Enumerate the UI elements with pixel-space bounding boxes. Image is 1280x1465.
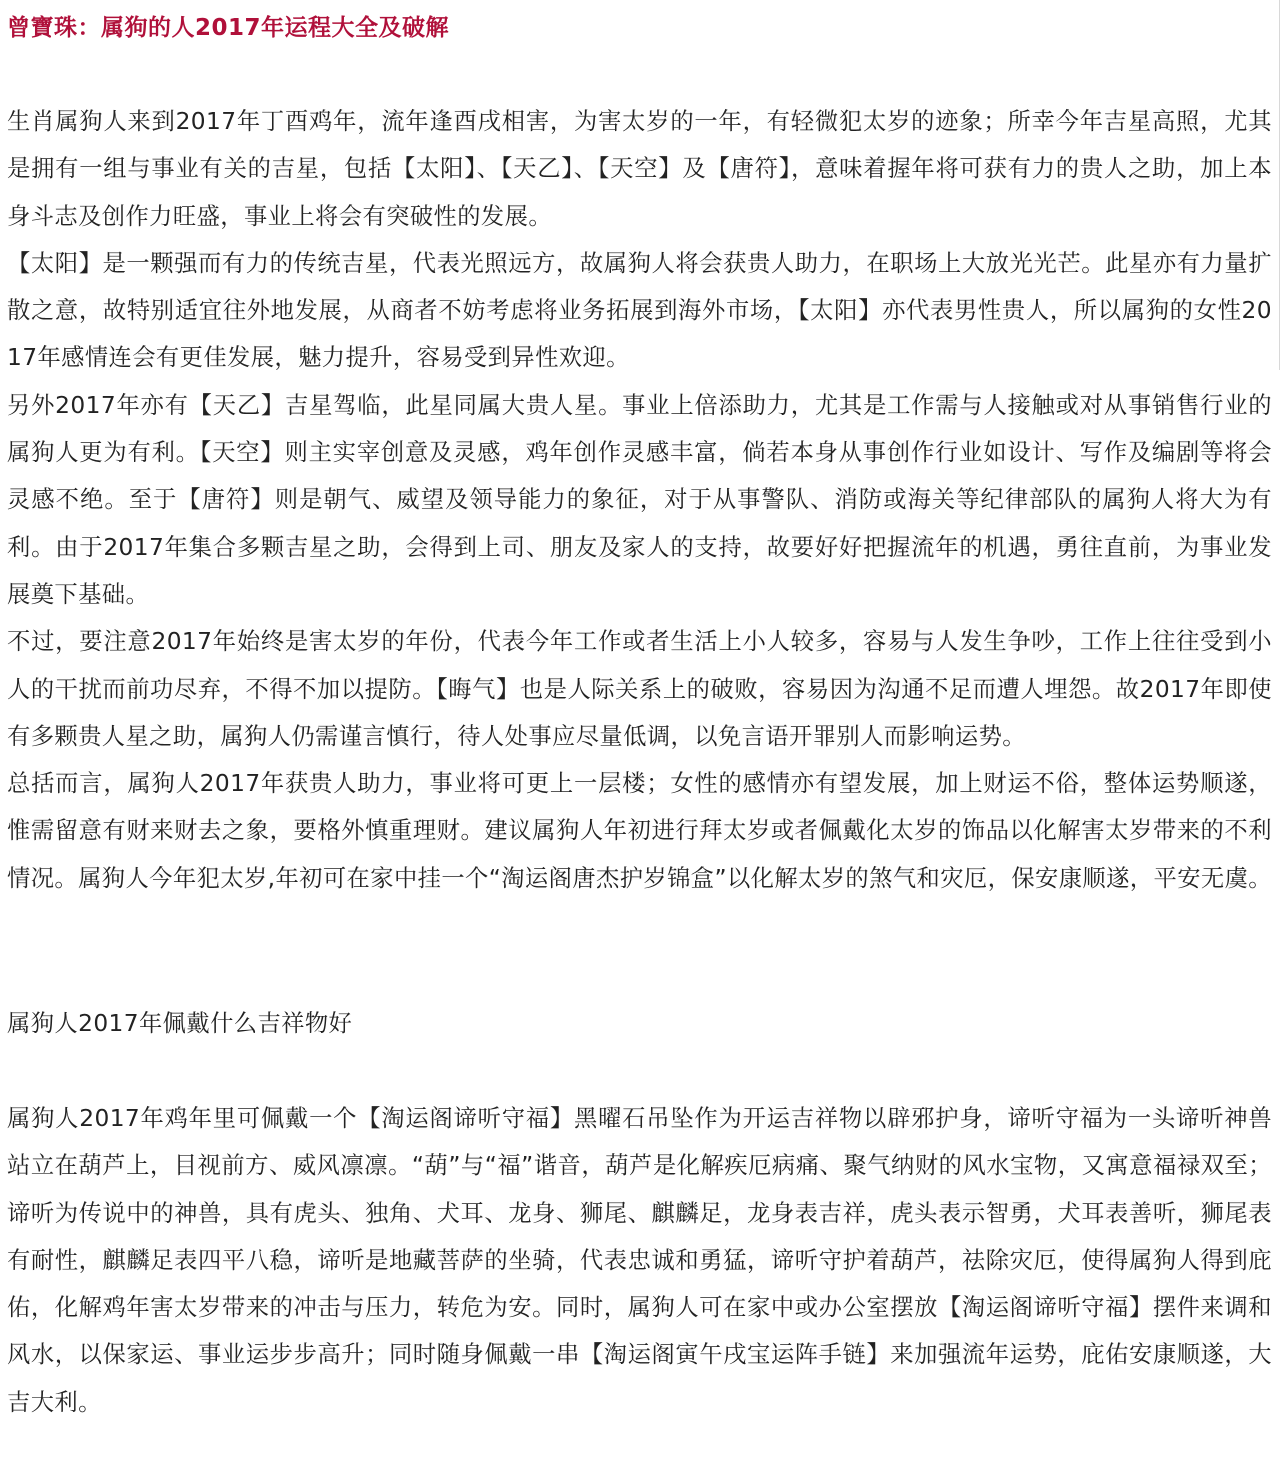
article-title: 曾寶珠：属狗的人2017年运程大全及破解 [7, 15, 450, 41]
paragraph-talisman: 属狗人2017年鸡年里可佩戴一个【淘运阁谛听守福】黑曜石吊坠作为开运吉祥物以辟邪护身，谛听守福为一头谛听神兽站立在葫芦上，目视前方、威风凛凛。“葫”与“福”谐音，葫芦是化解疾厄病痛、聚气纳财的风水宝物，又寓意福禄双至；谛听为传说中的神兽，具有虎头、独角、犬耳、龙身、狮尾、麒麟足，龙身表吉祥，虎头表示智勇，犬耳表善听，狮尾表有耐性，麒麟足表四平八稳，谛听是地藏菩萨的坐骑，代表忠诚和勇猛，谛听守护着葫芦，祛除灾厄，使得属狗人得到庇佑，化解鸡年害太岁带来的冲击与压力，转危为安。同时，属狗人可在家中或办公室摆放【淘运阁谛听守福】摆件来调和风水，以保家运、事业运步步高升；同时随身佩戴一串【淘运阁寅午戌宝运阵手链】来加强流年运势，庇佑安康顺遂，大吉大利。 [7, 1105, 1272, 1416]
section-heading-talisman: 属狗人2017年佩戴什么吉祥物好 [7, 1010, 353, 1037]
article-section-talisman [7, 1095, 1272, 1426]
paragraph-intro: 生肖属狗人来到2017年丁酉鸡年，流年逢酉戌相害，为害太岁的一年，有轻微犯太岁的迹象；所幸今年吉星高照，尤其是拥有一组与事业有关的吉星，包括【太阳】、【天乙】、【天空】及【唐符】，意味着握年将可获有力的贵人之助，加上本身斗志及创作力旺盛，事业上将会有突破性的发展。 [7, 108, 1272, 230]
article-section-fortune [7, 98, 1272, 902]
paragraph-summary: 总括而言，属狗人2017年获贵人助力，事业将可更上一层楼；女性的感情亦有望发展，加上财运不俗，整体运势顺遂，惟需留意有财来财去之象，要格外慎重理财。建议属狗人年初进行拜太岁或者佩戴化太岁的饰品以化解害太岁带来的不利情况。属狗人今年犯太岁,年初可在家中挂一个“淘运阁唐杰护岁锦盒”以化解太岁的煞气和灾厄，保安康顺遂，平安无虞。 [7, 770, 1272, 892]
paragraph-taiyang: 【太阳】是一颗强而有力的传统吉星，代表光照远方，故属狗人将会获贵人助力，在职场上大放光光芒。此星亦有力量扩散之意，故特别适宜往外地发展，从商者不妨考虑将业务拓展到海外市场，【太阳】亦代表男性贵人，所以属狗的女性2017年感情连会有更佳发展，魅力提升，容易受到异性欢迎。 [7, 249, 1272, 372]
paragraph-warning: 不过，要注意2017年始终是害太岁的年份，代表今年工作或者生活上小人较多，容易与人发生争吵，工作上往往受到小人的干扰而前功尽弃，不得不加以提防。【晦气】也是人际关系上的破败，容易因为沟通不足而遭人埋怨。故2017年即使有多颗贵人星之助，属狗人仍需谨言慎行，待人处事应尽量低调，以免言语开罪别人而影响运势。 [7, 628, 1272, 750]
paragraph-tianyi: 另外2017年亦有【天乙】吉星驾临，此星同属大贵人星。事业上倍添助力，尤其是工作需与人接触或对从事销售行业的属狗人更为有利。【天空】则主实宰创意及灵感，鸡年创作灵感丰富，倘若本身从事创作行业如设计、写作及编剧等将会灵感不绝。至于【唐符】则是朝气、威望及领导能力的象征，对于从事警队、消防或海关等纪律部队的属狗人将大为有利。由于2017年集合多颗吉星之助，会得到上司、朋友及家人的支持，故要好好把握流年的机遇，勇往直前，为事业发展奠下基础。 [7, 391, 1272, 608]
